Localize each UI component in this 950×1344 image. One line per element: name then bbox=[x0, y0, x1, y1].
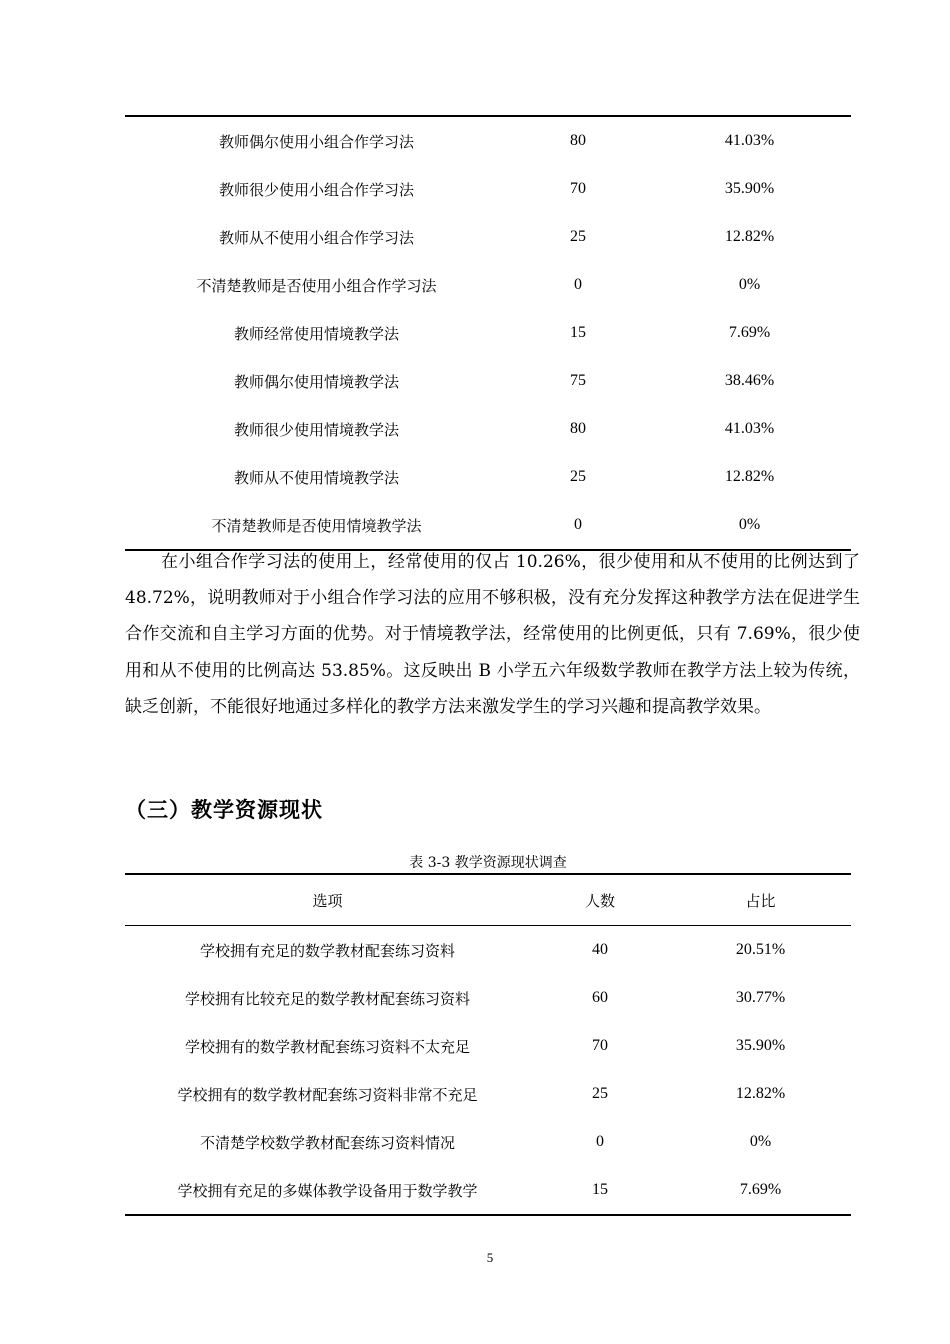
table-row bbox=[125, 405, 851, 453]
table-row bbox=[125, 1118, 851, 1166]
survey-table-continued bbox=[125, 115, 851, 551]
percent-cell: 30.77% bbox=[735, 989, 786, 1006]
percent-cell: 7.69% bbox=[728, 324, 771, 341]
percent-cell: 0% bbox=[738, 276, 761, 293]
count-cell: 25 bbox=[570, 468, 586, 485]
table-row bbox=[125, 165, 851, 213]
count-cell: 15 bbox=[592, 1181, 608, 1198]
header-count: 人数 bbox=[584, 891, 615, 910]
percent-cell: 0% bbox=[738, 516, 761, 533]
option-cell: 不清楚学校数学教材配套练习资料情况 bbox=[199, 1133, 455, 1152]
header-option: 选项 bbox=[312, 891, 343, 910]
page-number: 5 bbox=[486, 1250, 494, 1265]
paragraph-text: 在小组合作学习法的使用上，经常使用的仅占 10.26%，很少使用和从不使用的比例达到了 48.72%，说明教师对于小组合作学习法的应用不够积极，没有充分发挥这种教学方法在促进学生合作交流和自主学习方面的优势。对于情境教学法，经常使用的比例更低，只有 7.69%，很少使用和从不使用的比例高达 53.85%。这反映出 B 小学五六年级数学教师在教学方法上较为传统，缺乏创新，不能很好地通过多样化的教学方法来激发学生的学习兴趣和提高教学效果。 bbox=[125, 552, 860, 717]
count-cell: 0 bbox=[574, 276, 582, 293]
percent-cell: 12.82% bbox=[724, 228, 775, 245]
count-cell: 70 bbox=[570, 180, 586, 197]
option-cell: 教师偶尔使用情境教学法 bbox=[233, 372, 399, 391]
table-row bbox=[125, 1022, 851, 1070]
percent-cell: 35.90% bbox=[735, 1037, 786, 1054]
option-cell: 教师偶尔使用小组合作学习法 bbox=[218, 132, 414, 151]
option-cell: 教师很少使用小组合作学习法 bbox=[218, 180, 414, 199]
count-cell: 15 bbox=[570, 324, 586, 341]
option-cell: 教师经常使用情境教学法 bbox=[233, 324, 399, 343]
table-row bbox=[125, 309, 851, 357]
count-cell: 75 bbox=[570, 372, 586, 389]
table-row bbox=[125, 1166, 851, 1214]
table-row bbox=[125, 453, 851, 501]
header-percent: 占比 bbox=[745, 891, 776, 910]
table-caption: 表 3-3 教学资源现状调查 bbox=[409, 855, 567, 871]
count-cell: 80 bbox=[570, 132, 586, 149]
count-cell: 60 bbox=[592, 989, 608, 1006]
table-row bbox=[125, 357, 851, 405]
table-row bbox=[125, 974, 851, 1022]
option-cell: 不清楚教师是否使用情境教学法 bbox=[211, 516, 422, 535]
percent-cell: 7.69% bbox=[739, 1181, 782, 1198]
percent-cell: 12.82% bbox=[724, 468, 775, 485]
section-heading: （三）教学资源现状 bbox=[125, 798, 323, 822]
percent-cell: 41.03% bbox=[724, 132, 775, 149]
count-cell: 40 bbox=[592, 941, 608, 958]
percent-cell: 41.03% bbox=[724, 420, 775, 437]
option-cell: 学校拥有的数学教材配套练习资料非常不充足 bbox=[177, 1085, 478, 1104]
table-row bbox=[125, 261, 851, 309]
count-cell: 0 bbox=[574, 516, 582, 533]
table-row bbox=[125, 117, 851, 165]
percent-cell: 38.46% bbox=[724, 372, 775, 389]
option-cell: 学校拥有比较充足的数学教材配套练习资料 bbox=[184, 989, 470, 1008]
table-row bbox=[125, 501, 851, 549]
count-cell: 0 bbox=[596, 1133, 604, 1150]
option-cell: 学校拥有充足的多媒体教学设备用于数学教学 bbox=[177, 1181, 478, 1200]
percent-cell: 20.51% bbox=[735, 941, 786, 958]
table-header-row bbox=[125, 875, 851, 926]
option-cell: 学校拥有充足的数学教材配套练习资料 bbox=[199, 941, 455, 960]
option-cell: 教师从不使用小组合作学习法 bbox=[218, 228, 414, 247]
option-cell: 学校拥有的数学教材配套练习资料不太充足 bbox=[184, 1037, 470, 1056]
analysis-paragraph bbox=[125, 544, 860, 725]
count-cell: 25 bbox=[592, 1085, 608, 1102]
percent-cell: 35.90% bbox=[724, 180, 775, 197]
percent-cell: 0% bbox=[749, 1133, 772, 1150]
count-cell: 25 bbox=[570, 228, 586, 245]
table-row bbox=[125, 1070, 851, 1118]
option-cell: 不清楚教师是否使用小组合作学习法 bbox=[196, 276, 437, 295]
count-cell: 80 bbox=[570, 420, 586, 437]
count-cell: 70 bbox=[592, 1037, 608, 1054]
resource-survey-table bbox=[125, 873, 851, 1216]
option-cell: 教师从不使用情境教学法 bbox=[233, 468, 399, 487]
percent-cell: 12.82% bbox=[735, 1085, 786, 1102]
table-row bbox=[125, 926, 851, 974]
option-cell: 教师很少使用情境教学法 bbox=[233, 420, 399, 439]
table-row bbox=[125, 213, 851, 261]
